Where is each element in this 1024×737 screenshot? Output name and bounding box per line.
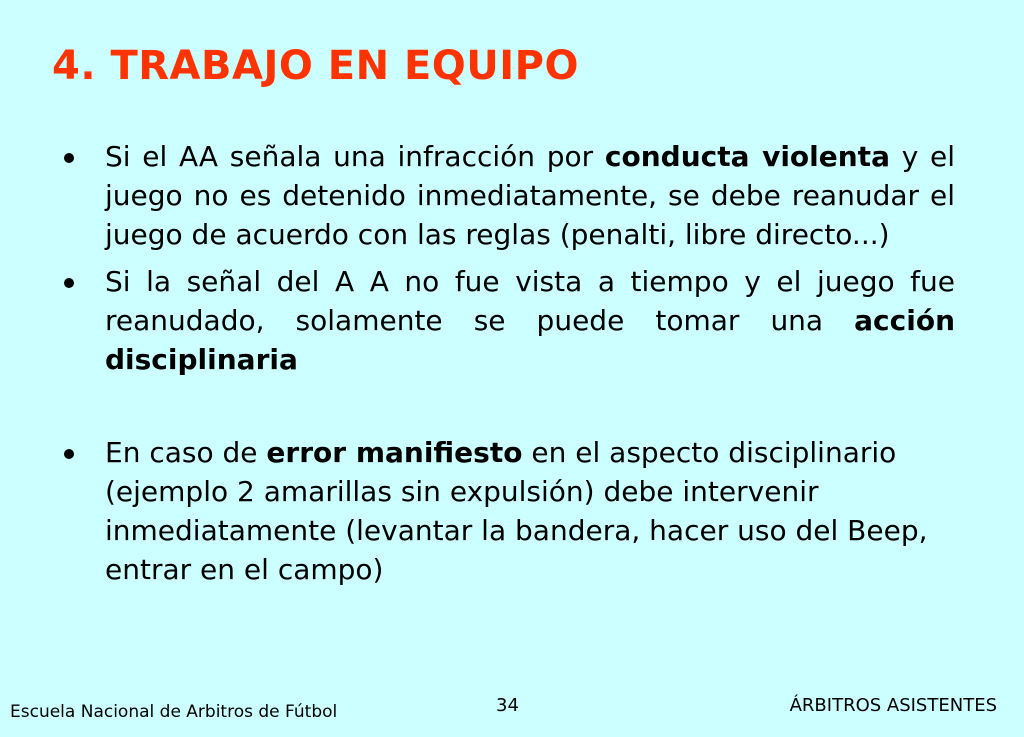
footer-section-title: ÁRBITROS ASISTENTES	[789, 695, 997, 716]
footer-page-number: 34	[496, 695, 519, 716]
slide-title: 4. TRABAJO EN EQUIPO	[52, 43, 579, 89]
bullet-text-bold: error manifiesto	[266, 436, 523, 469]
bullet-text-pre: En caso de	[105, 436, 258, 469]
bullet-dot-icon	[64, 278, 74, 288]
bullet-list	[60, 137, 955, 589]
bullet-item-conducta-violenta	[60, 137, 955, 254]
bullet-dot-icon	[64, 153, 74, 163]
bullet-item-accion-disciplinaria	[60, 262, 955, 379]
bullet-text-bold: acción disciplinaria	[105, 304, 955, 376]
bullet-text-post: y el juego no es detenido inmediatamente, se debe reanudar el juego de acuerdo con las reglas (penalti, libre directo...)	[105, 140, 955, 251]
footer-school-name: Escuela Nacional de Arbitros de Fútbol	[10, 702, 338, 722]
bullet-text-pre: Si la señal del A A no fue vista a tiempo y el juego fue reanudado, solamente se puede tomar una	[105, 265, 955, 337]
bullet-text-post: en el aspecto disciplinario (ejemplo 2 amarillas sin expulsión) debe intervenir inmediatamente (levantar la bandera, hacer uso del Beep, entrar en el campo)	[105, 436, 928, 586]
bullet-dot-icon	[64, 449, 74, 459]
bullet-text-pre: Si el AA señala una infracción por	[105, 140, 594, 173]
bullet-item-error-manifiesto	[60, 433, 955, 589]
bullet-text-bold: conducta violenta	[604, 140, 890, 173]
